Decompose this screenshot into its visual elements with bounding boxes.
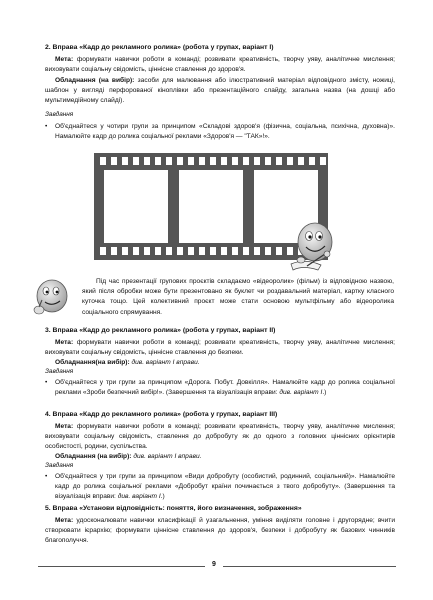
task-end: .)	[160, 493, 165, 501]
film-perforation	[100, 157, 106, 165]
film-perforation	[122, 247, 128, 255]
equipment-text: див. варіант І вправи.	[129, 359, 200, 366]
film-perforation	[111, 247, 117, 255]
film-perforation	[199, 157, 205, 165]
film-perforation	[210, 157, 216, 165]
film-perforation	[265, 247, 271, 255]
exercise-4-task-text	[55, 472, 395, 503]
exercise-3-goal	[45, 338, 395, 358]
task-body: Об'єднайтеся у три групи за принципом «Дорога. Побут. Довкілля». Намалюйте кадр до ролика соціальної реклами «Зроби безпечний вибір!». (Завершення та візуалізація вправи:	[55, 379, 395, 397]
exercise-5-goal	[45, 516, 395, 547]
page-number: 9	[205, 561, 223, 568]
film-perforation	[254, 157, 260, 165]
film-perforation	[199, 247, 205, 255]
goal-text: формувати навички роботи в команді; розвивати креативність, творчу уяву, аналітичне мислення; виховувати соціальну свідомість, ціннісне ставлення до здоров'я.	[45, 56, 395, 74]
exercise-2-goal	[45, 55, 395, 75]
film-perforation	[144, 157, 150, 165]
film-perforation	[320, 157, 326, 165]
film-perforation	[166, 247, 172, 255]
exercise-4-equipment	[45, 452, 395, 462]
exercise-2-task	[45, 122, 395, 152]
exercise-3-task-text	[55, 378, 395, 398]
equipment-text: див. варіант І вправи.	[131, 453, 202, 460]
exercise-3-task	[45, 378, 395, 410]
goal-text: формувати навички роботи в команді; розвивати креативність, творчу уяву, аналітичне мислення; виховувати соціальну свідомість, ставлення до добробуту як до одного з головних ціннісних орієнтирів особистості, родини, суспільства.	[45, 423, 395, 451]
film-perforation	[111, 157, 117, 165]
smiley-thinking-icon	[30, 276, 74, 322]
film-perforation	[155, 247, 161, 255]
goal-label: Мета:	[55, 339, 74, 346]
film-perforation	[309, 157, 315, 165]
presentation-text: Під час презентації групових проєктів складаємо «відеоролик» (фільм) із відповідною назвою, який після обробки може бути презентовано як буклет чи роздавальний матеріал, картку класного куточка тощо. Цей колективний проєкт може стати основою мультфільму або відеоролика соціального спрямування.	[82, 278, 394, 316]
bullet-icon: •	[45, 123, 48, 130]
film-perforation	[276, 247, 282, 255]
exercise-5-heading: 5. Вправа «Установи відповідність: поняття, його визначення, зображення»	[45, 505, 302, 512]
goal-text: удосконалювати навички класифікації й узагальнення, уміння виділяти головне і другорядне; вчити створювати ієрархію; формувати ціннісне ставлення до здоров'я, безпеки і добробуту як базових чинників благополуччя.	[45, 517, 395, 545]
film-perforation	[122, 157, 128, 165]
task-reference: див. варіант І	[279, 389, 323, 397]
task-reference: див. варіант І	[117, 493, 161, 501]
film-perforation	[144, 247, 150, 255]
exercise-4-goal	[45, 422, 395, 453]
film-perforation	[254, 247, 260, 255]
film-perforation	[298, 157, 304, 165]
equipment-text: засоби для малювання або ілюстративний матеріал відповідного змісту, ножиці, шаблон у вигляді перфорованої кіноплівки або презентаційного слайду, загальна назва (на дошці або мультимедійному слайді).	[45, 77, 395, 105]
film-perforation	[287, 157, 293, 165]
film-perforation	[243, 247, 249, 255]
goal-text: формувати навички роботи в команді; розвивати креативність, творчу уяву, аналітичне мислення; виховувати соціальну свідомість, ціннісне ставлення до безпеки.	[45, 339, 395, 357]
goal-label: Мета:	[55, 423, 74, 430]
goal-label: Мета:	[55, 56, 74, 63]
film-perforation	[221, 157, 227, 165]
film-perforation	[210, 247, 216, 255]
exercise-2-task-text: Об'єднайтеся у чотири групи за принципом «Складові здоров'я (фізична, соціальна, психічна, духовна)». Намалюйте кадр до ролика соціальної реклами «Здоров'я — "ТАК»!».	[55, 123, 395, 141]
film-perforation	[133, 157, 139, 165]
smiley-writing-icon	[285, 218, 339, 274]
film-perforation	[188, 157, 194, 165]
exercise-3-heading: 3. Вправа «Кадр до рекламного ролика» (робота у групах, варіант ІІ)	[45, 327, 276, 334]
equipment-label: Обладнання (на вибір):	[55, 77, 135, 84]
film-perforation	[243, 157, 249, 165]
film-perforation	[177, 157, 183, 165]
film-perforation	[188, 247, 194, 255]
equipment-label: Обладнання(на вибір):	[55, 359, 130, 366]
film-perforation	[100, 247, 106, 255]
exercise-3-task-label: Завдання	[45, 368, 74, 375]
exercise-4-task	[45, 472, 395, 504]
film-perforation	[221, 247, 227, 255]
presentation-paragraph	[82, 277, 394, 318]
bullet-icon: •	[45, 379, 48, 386]
exercise-2-equipment	[45, 76, 395, 107]
film-perforation	[232, 157, 238, 165]
film-perforation	[276, 157, 282, 165]
film-perforation	[155, 157, 161, 165]
task-end: .)	[322, 389, 327, 397]
task-body: Об'єднайтеся у три групи за принципом «Види добробуту (особистий, родинний, соціальний)». Намалюйте кадр до ролика соціальної реклами «Добробут країни починається з твого добробуту». (Завершення та візуалізація вправи:	[55, 473, 395, 501]
film-perforation	[133, 247, 139, 255]
film-perforation	[265, 157, 271, 165]
exercise-4-task-label: Завдання	[45, 462, 74, 469]
exercise-2-heading: 2. Вправа «Кадр до рекламного ролика» (робота у групах, варіант І)	[45, 44, 274, 51]
equipment-label: Обладнання (на вибір):	[55, 453, 132, 460]
film-perforation	[177, 247, 183, 255]
exercise-2-task-label: Завдання	[45, 111, 74, 118]
exercise-3-equipment	[45, 358, 395, 368]
film-perforation	[166, 157, 172, 165]
bullet-icon: •	[45, 473, 48, 480]
goal-label: Мета:	[55, 517, 74, 524]
film-perforation	[232, 247, 238, 255]
exercise-4-heading: 4. Вправа «Кадр до рекламного ролика» (робота у групах, варіант ІІІ)	[45, 411, 278, 418]
